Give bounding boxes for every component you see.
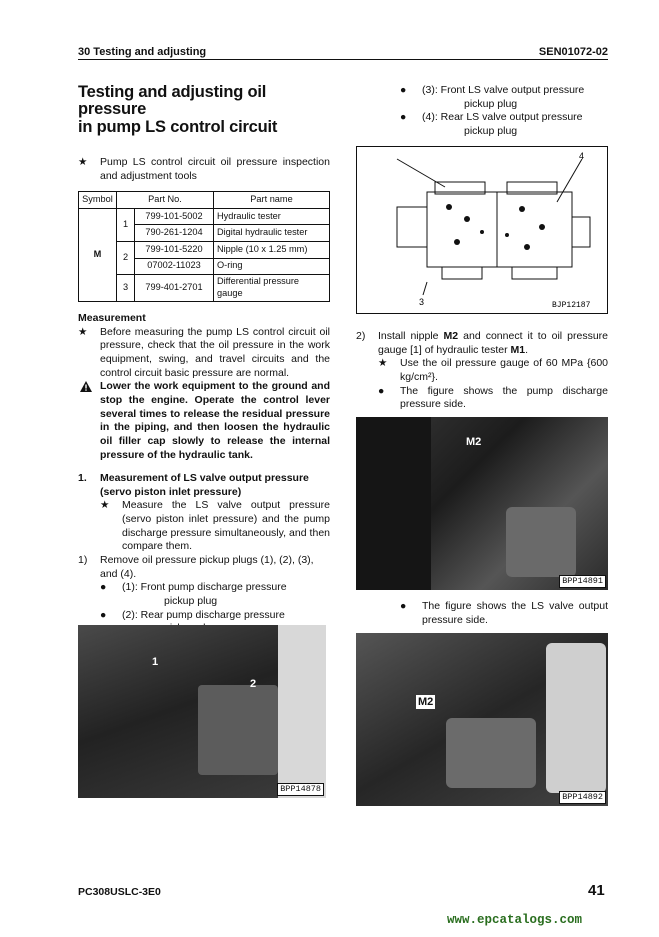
measurement-heading: Measurement bbox=[78, 312, 146, 325]
tools-table bbox=[78, 191, 330, 302]
diagram-label: 3 bbox=[419, 297, 425, 307]
page-header bbox=[78, 44, 608, 60]
photo-label: M2 bbox=[466, 436, 482, 448]
figure-code: BPP14878 bbox=[277, 783, 324, 796]
right-column bbox=[356, 84, 608, 139]
step-1-title: 1. Measurement of LS valve output pressure (servo piston inlet pressure) bbox=[78, 472, 309, 498]
gauge-note: ★ Use the oil pressure gauge of 60 MPa {600 kg/cm²}. bbox=[378, 357, 608, 383]
photo-ls-valve-side bbox=[356, 633, 608, 806]
photo-pump-discharge-side bbox=[356, 417, 608, 590]
photo-label: 1 bbox=[152, 656, 159, 668]
document-code: SEN01072-02 bbox=[538, 46, 608, 58]
photo-plugs-1-2 bbox=[78, 625, 326, 798]
bullet-icon: ● bbox=[378, 384, 385, 397]
model-number: PC308USLC-3E0 bbox=[78, 886, 161, 898]
bullet-icon: ● bbox=[400, 600, 407, 612]
tools-intro: ★ Pump LS control circuit oil pressure inspection and adjustment tools bbox=[78, 155, 330, 182]
measurement-note: ★ Before measuring the pump LS control circuit oil pressure, check that the oil pressure in the work equipment, swing, and travel circuits and the control circuit basic pressure are normal. bbox=[78, 325, 330, 379]
table-row: 3 799-401-2701 Differential pressure gauge bbox=[79, 275, 330, 302]
figure-note: ● The figure shows the LS valve output pressure side. bbox=[400, 600, 608, 626]
table-row: 2 799-101-5220 Nipple (10 x 1.25 mm) bbox=[79, 242, 330, 259]
table-header: Part No. bbox=[117, 192, 214, 209]
table-row: M 1 799-101-5002 Hydraulic tester bbox=[79, 208, 330, 225]
table-row: 790-261-1204 Digital hydraulic tester bbox=[79, 225, 330, 242]
bullet-icon: ● bbox=[400, 111, 407, 124]
page-number: 41 bbox=[588, 882, 605, 899]
star-icon: ★ bbox=[378, 357, 388, 370]
diagram-label: 4 bbox=[579, 151, 585, 161]
table-row: 07002-11023 O-ring bbox=[79, 258, 330, 275]
figure-code: BPP14892 bbox=[559, 791, 606, 804]
pump-drawing bbox=[357, 147, 607, 313]
left-column bbox=[78, 84, 330, 636]
photo-label: M2 bbox=[418, 696, 434, 708]
table-header: Part name bbox=[214, 192, 330, 209]
table-header: Symbol bbox=[79, 192, 117, 209]
bullet-icon: ● bbox=[100, 581, 107, 594]
bullet-icon: ● bbox=[400, 84, 407, 96]
figure-note: ● The figure shows the pump discharge pressure side. bbox=[378, 384, 608, 411]
star-icon: ★ bbox=[78, 325, 88, 338]
warning-triangle-icon bbox=[80, 381, 92, 392]
symbol-cell: M bbox=[79, 208, 117, 301]
safety-warning: Lower the work equipment to the ground and stop the engine. Operate the control lever several times to release the residual pressure in the piping, and then loosen the hydraulic oil filler cap slowly to release the internal pressure of the hydraulic tank. bbox=[78, 380, 330, 462]
figure-code: BPP14891 bbox=[559, 575, 606, 588]
plug-item: ● (3): Front LS valve output pressure pickup plug bbox=[400, 84, 585, 110]
plug-item: ● (1): Front pump discharge pressure pickup plug bbox=[100, 581, 287, 607]
catalog-url-link[interactable]: www.epcatalogs.com bbox=[447, 913, 583, 927]
star-icon: ★ bbox=[100, 499, 110, 512]
pump-diagram bbox=[356, 146, 608, 314]
page-title: Testing and adjusting oil pressure in pump LS control circuit bbox=[78, 83, 278, 136]
section-title: 30 Testing and adjusting bbox=[78, 46, 207, 58]
star-icon: ★ bbox=[78, 155, 88, 168]
figure-code: BJP12187 bbox=[552, 301, 591, 310]
step-1-sub-1: 1) Remove oil pressure pickup plugs (1), (2), (3), and (4). bbox=[78, 553, 314, 580]
step-2: 2) Install nipple M2 and connect it to oil pressure gauge [1] of hydraulic tester M1. ★ Use the oil pressure gauge of 60 MPa {600 kg/cm²}. ● The figure shows the pump discharge pressure side. bbox=[356, 330, 608, 411]
plug-item: ● (4): Rear LS valve output pressure pickup plug bbox=[400, 111, 583, 137]
bullet-icon: ● bbox=[100, 608, 107, 621]
photo-label: 2 bbox=[250, 678, 257, 690]
plug-item: ● (2): Rear pump discharge pressure bbox=[100, 608, 285, 621]
step-1-note: ★ Measure the LS valve output pressure (servo piston inlet pressure) and the pump discharge pressure simultaneously, and then compare them. bbox=[100, 499, 330, 553]
